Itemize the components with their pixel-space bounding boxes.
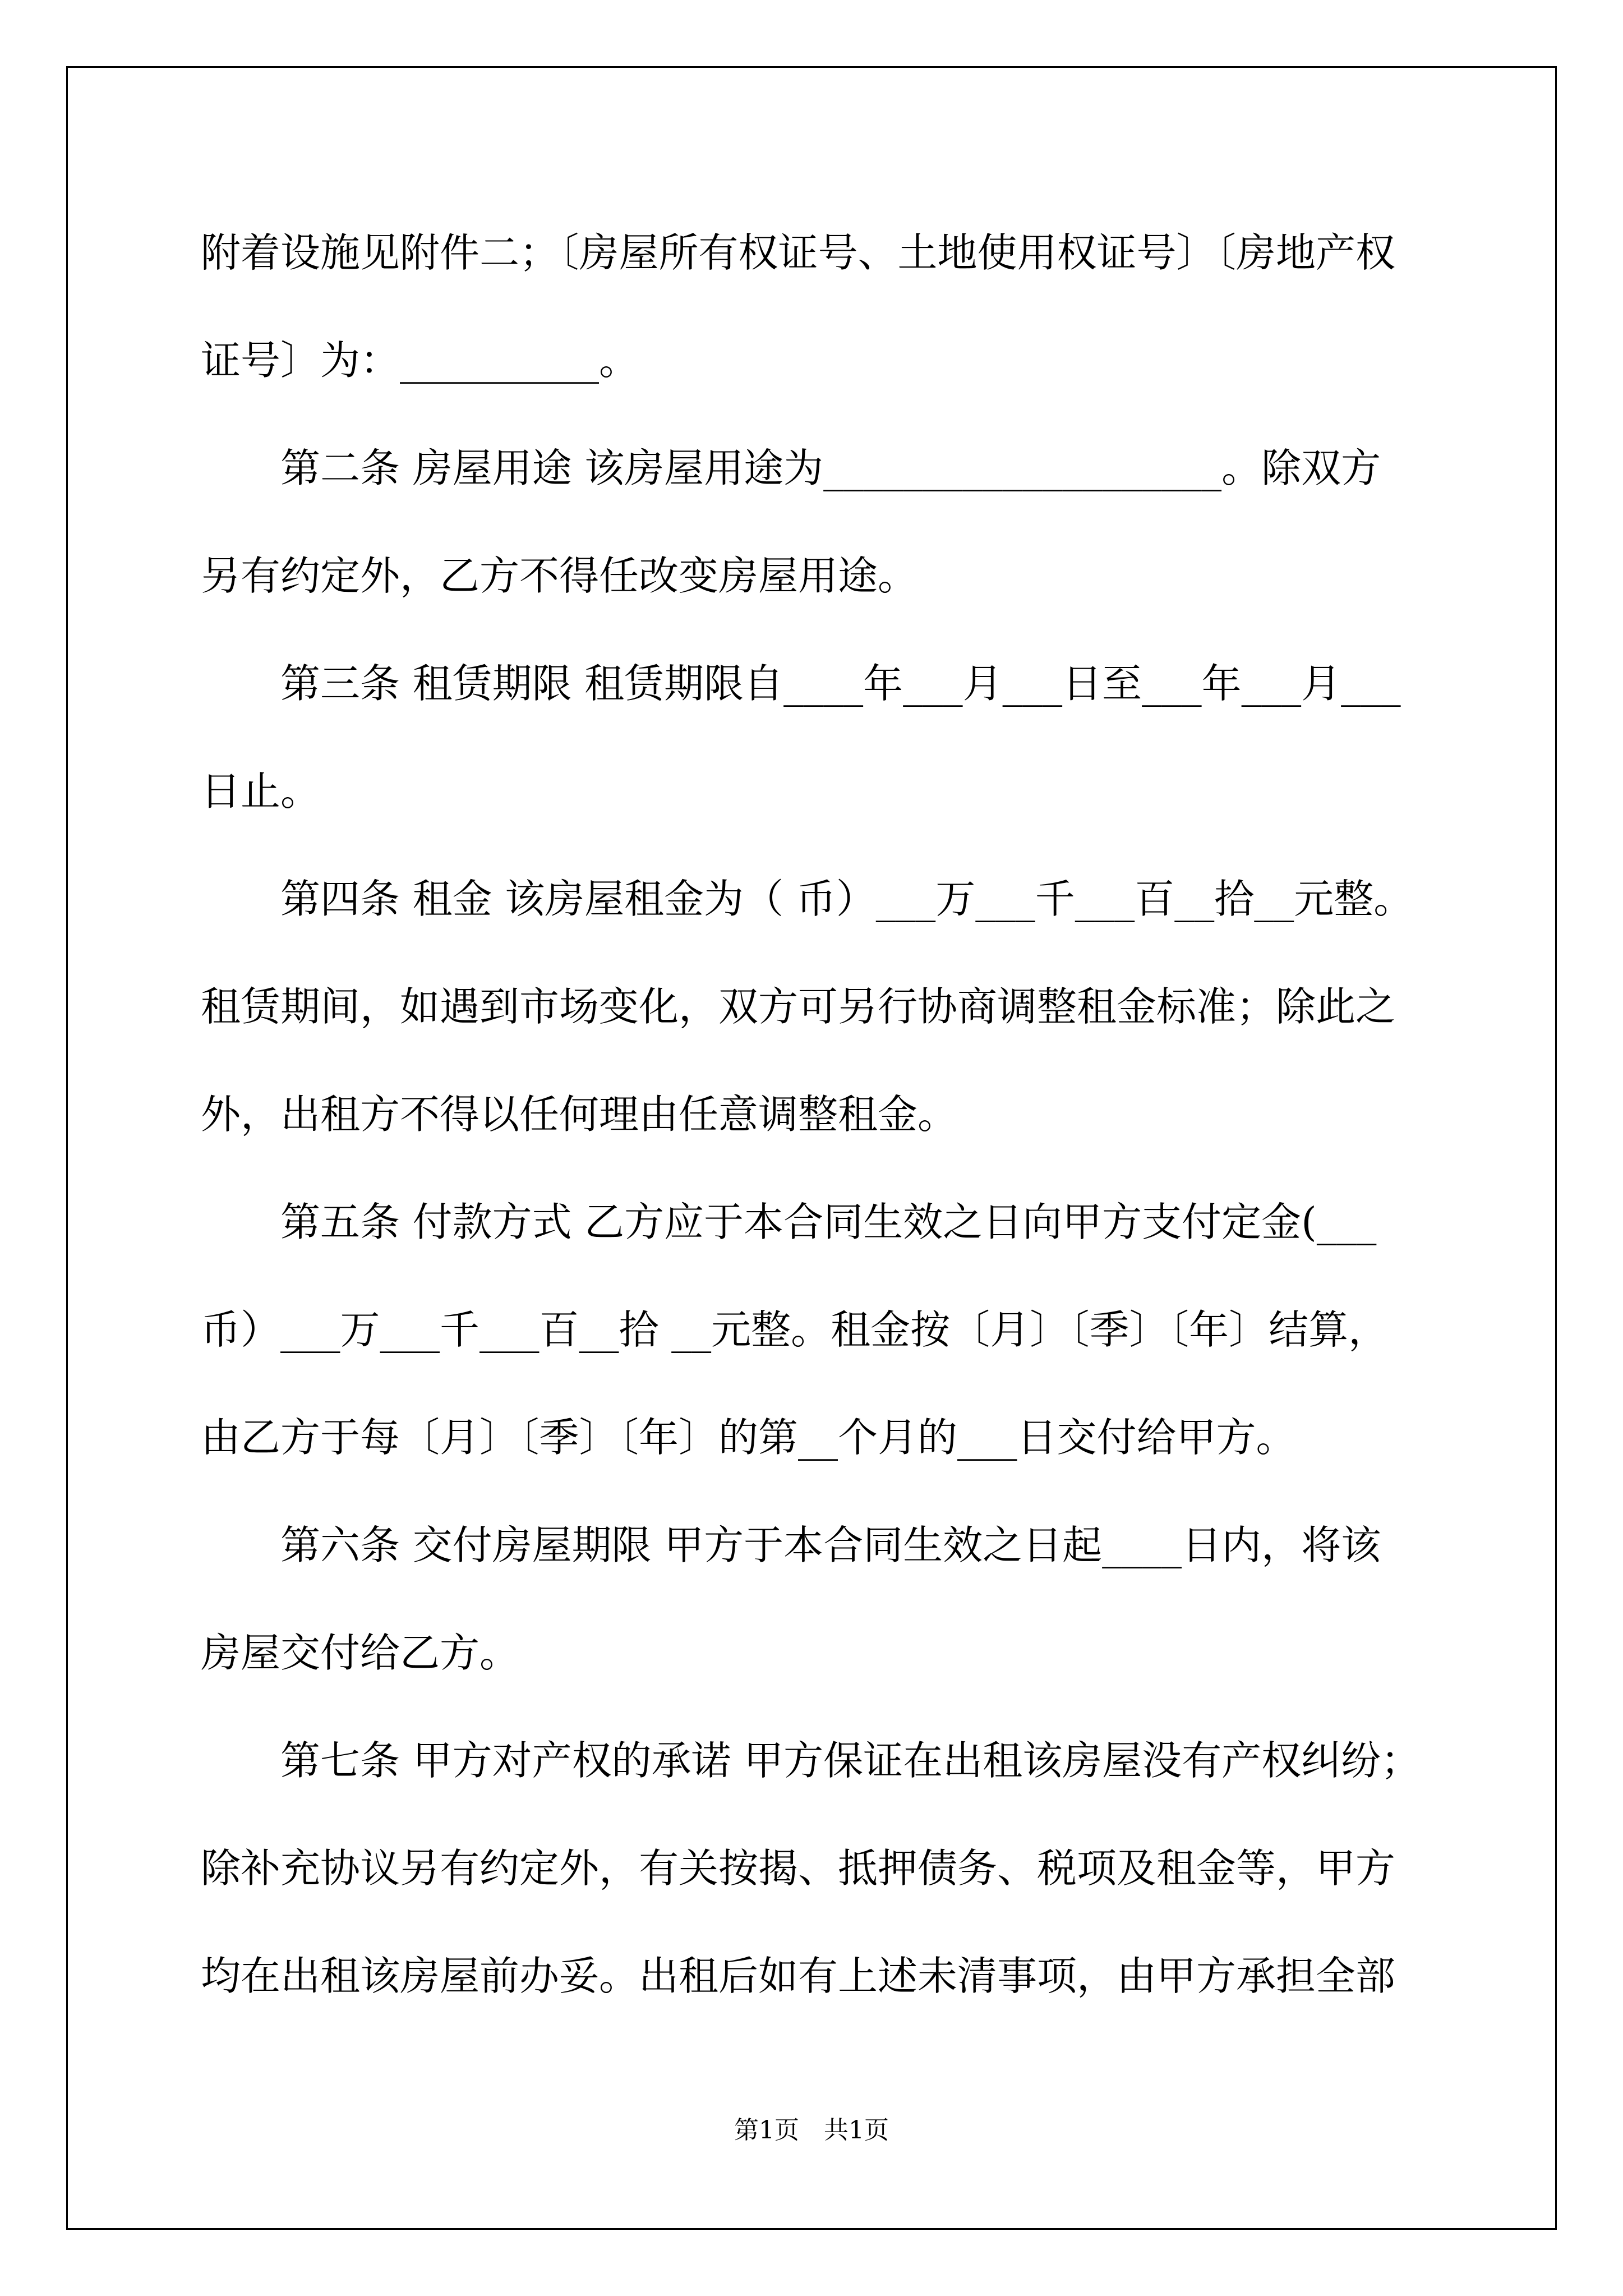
text-line-1: 附着设施见附件二；〔房屋所有权证号、土地使用权证号〕〔房地产权 (201, 229, 1396, 276)
text-line-8: 租赁期间，如遇到市场变化，双方可另行协商调整租金标准；除此之 (201, 983, 1396, 1030)
text-line-16: 除补充协议另有约定外，有关按揭、抵押债务、税项及租金等，甲方 (201, 1845, 1396, 1892)
text-line-15: 第七条 甲方对产权的承诺 甲方保证在出租该房屋没有产权纠纷； (201, 1737, 1421, 1784)
page-number-footer: 第1页 共1页 (734, 2116, 889, 2145)
text-line-2: 证号〕为：__________。 (201, 337, 639, 384)
text-line-10: 第五条 付款方式 乙方应于本合同生效之日向甲方支付定金(___ (201, 1199, 1377, 1245)
text-line-4: 另有约定外，乙方不得任改变房屋用途。 (201, 553, 918, 599)
text-line-14: 房屋交付给乙方。 (201, 1630, 520, 1676)
text-line-7: 第四条 租金 该房屋租金为（ 币）___万___千___百__拾__元整。 (201, 876, 1414, 922)
text-line-9: 外，出租方不得以任何理由任意调整租金。 (201, 1091, 958, 1138)
text-line-13: 第六条 交付房屋期限 甲方于本合同生效之日起____日内，将该 (201, 1522, 1381, 1568)
text-line-17: 均在出租该房屋前办妥。出租后如有上述未清事项，由甲方承担全部 (201, 1953, 1396, 1999)
text-line-6: 日止。 (201, 768, 321, 815)
text-line-12: 由乙方于每〔月〕〔季〕〔年〕的第__个月的___日交付给甲方。 (201, 1414, 1296, 1461)
text-line-3: 第二条 房屋用途 该房屋用途为____________________。除双方 (201, 445, 1381, 491)
document-body (201, 199, 1435, 2030)
text-line-11: 币）___万___千___百__拾 __元整。租金按〔月〕〔季〕〔年〕结算， (201, 1306, 1389, 1353)
text-line-5: 第三条 租赁期限 租赁期限自____年___月___日至___年___月___ (201, 660, 1401, 707)
